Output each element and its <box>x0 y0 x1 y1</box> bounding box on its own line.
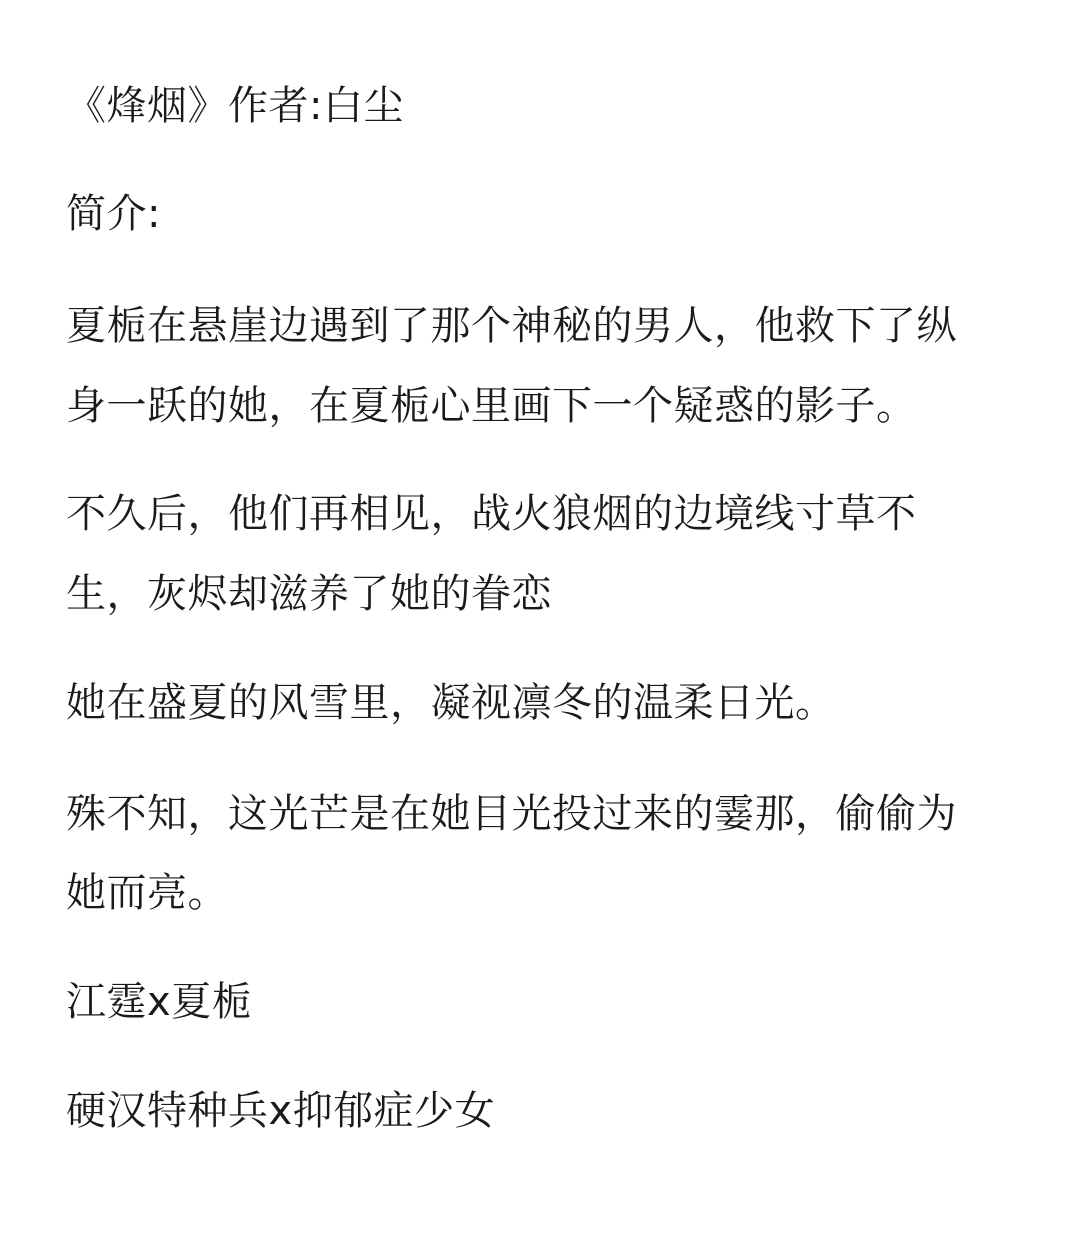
paragraph-4-line-1: 殊不知，这光芒是在她目光投过来的霎那，偷偷为 <box>66 791 957 837</box>
paragraph-2-line-2: 生，灰烬却滋养了她的眷恋 <box>66 571 552 617</box>
title-line: 《烽烟》作者:白尘 <box>66 83 404 129</box>
paragraph-2-line-1: 不久后，他们再相见，战火狼烟的边境线寸草不 <box>66 491 917 537</box>
paragraph-1-line-1: 夏栀在悬崖边遇到了那个神秘的男人，他救下了纵 <box>66 303 957 349</box>
pairing-line: 江霆x夏栀 <box>66 979 253 1025</box>
paragraph-1-line-2: 身一跃的她，在夏栀心里画下一个疑惑的影子。 <box>66 383 917 429</box>
paragraph-3-line-1: 她在盛夏的风雪里，凝视凛冬的温柔日光。 <box>66 680 836 726</box>
paragraph-4-line-2: 她而亮。 <box>66 870 228 916</box>
intro-label: 简介: <box>66 191 161 237</box>
tags-line: 硬汉特种兵x抑郁症少女 <box>66 1088 496 1134</box>
